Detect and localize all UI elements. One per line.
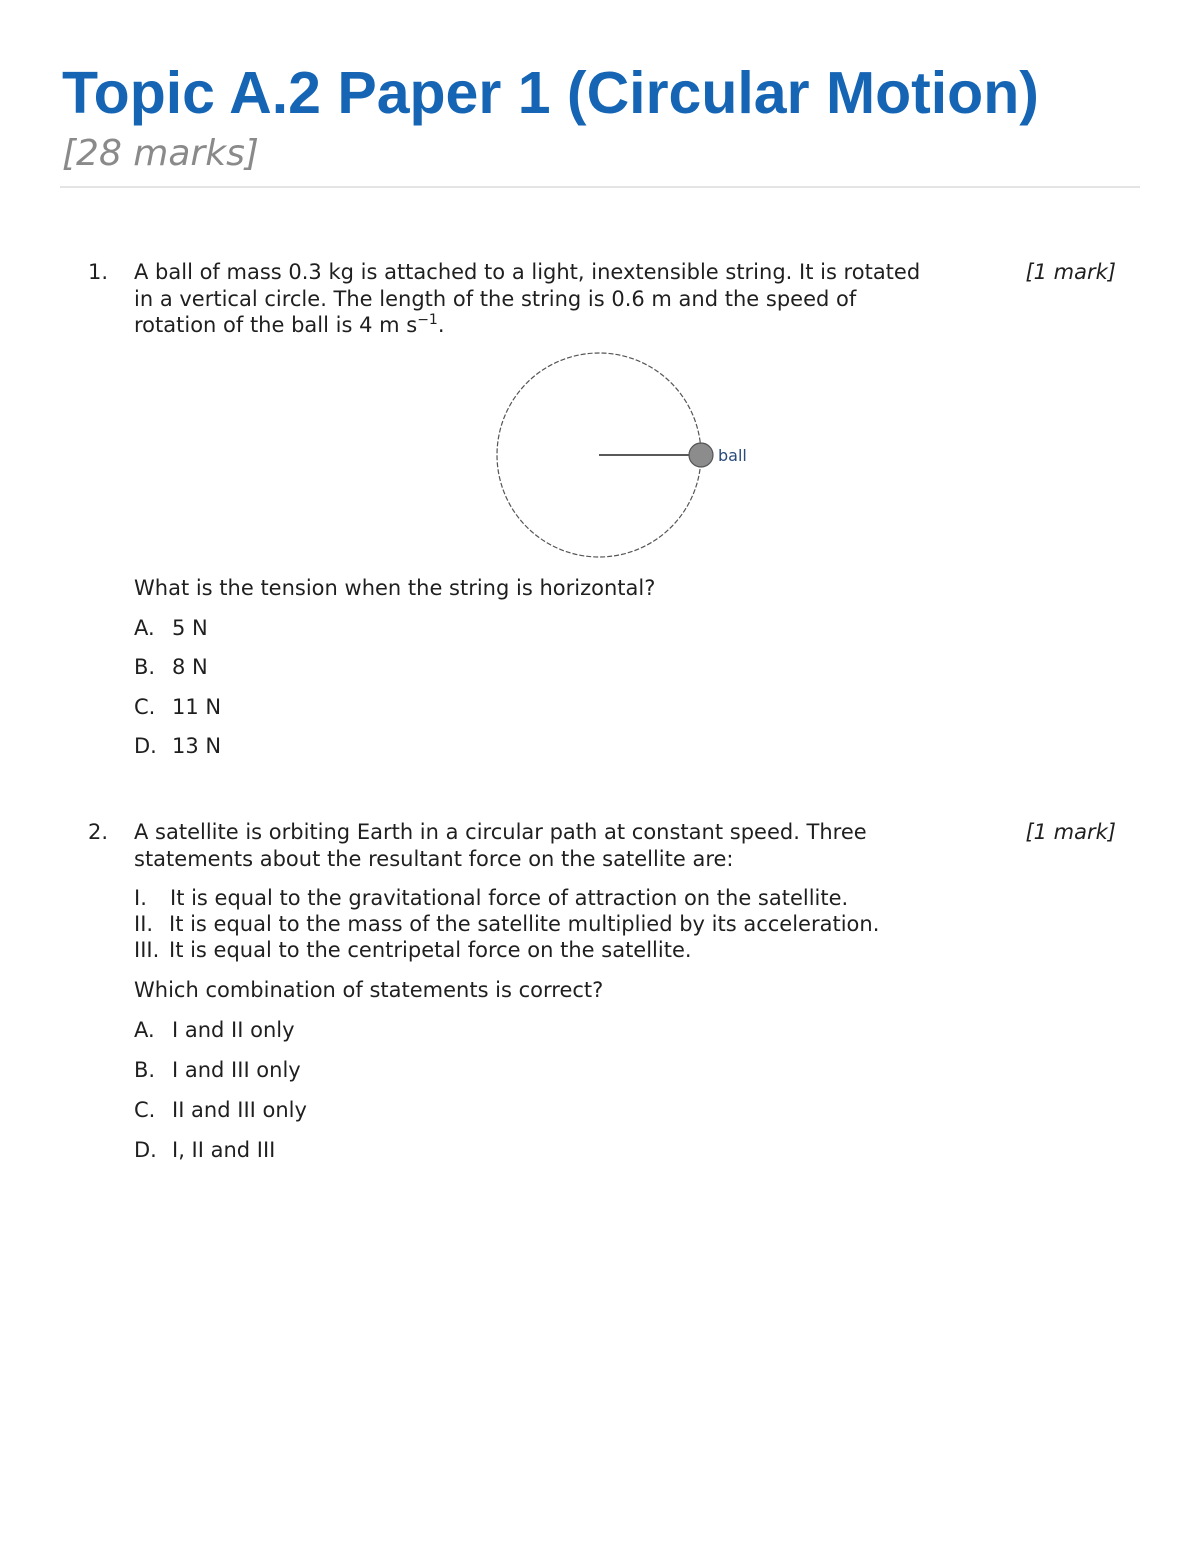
question-prompt: What is the tension when the string is horizontal? bbox=[134, 576, 656, 600]
question-stem-line: in a vertical circle. The length of the string is 0.6 m and the speed of bbox=[134, 287, 857, 311]
statement-text: It is equal to the gravitational force of attraction on the satellite. bbox=[170, 886, 849, 910]
circular-motion-diagram bbox=[480, 345, 780, 565]
option-text: I, II and III bbox=[172, 1138, 276, 1162]
statement-text: It is equal to the mass of the satellite multiplied by its acceleration. bbox=[169, 912, 880, 936]
statement-2 bbox=[134, 911, 879, 937]
unit-exponent: −1 bbox=[417, 312, 438, 328]
option-c[interactable] bbox=[134, 694, 221, 720]
statement-text: It is equal to the centripetal force on the satellite. bbox=[169, 938, 692, 962]
question-stem-line bbox=[134, 312, 445, 338]
question-number: 2. bbox=[88, 820, 109, 844]
option-a[interactable] bbox=[134, 1017, 295, 1043]
option-text: 5 N bbox=[172, 616, 208, 640]
option-letter: B. bbox=[134, 655, 156, 679]
question-stem-line: A satellite is orbiting Earth in a circular path at constant speed. Three bbox=[134, 820, 867, 844]
question-marks: [1 mark] bbox=[1025, 260, 1116, 284]
option-letter: A. bbox=[134, 616, 155, 640]
option-d[interactable] bbox=[134, 1137, 275, 1163]
statement-numeral: III. bbox=[134, 938, 160, 962]
ball-label: ball bbox=[718, 446, 747, 465]
ball-shape bbox=[689, 443, 713, 467]
question-stem-line: statements about the resultant force on the satellite are: bbox=[134, 847, 734, 871]
option-text: I and II only bbox=[172, 1018, 295, 1042]
stem-text: rotation of the ball is 4 m s bbox=[134, 313, 418, 337]
option-text: I and III only bbox=[172, 1058, 301, 1082]
option-letter: C. bbox=[134, 695, 156, 719]
header-divider bbox=[60, 186, 1140, 188]
option-a[interactable] bbox=[134, 615, 208, 641]
option-letter: D. bbox=[134, 734, 157, 758]
page-title: Topic A.2 Paper 1 (Circular Motion) bbox=[62, 60, 1039, 126]
statement-3 bbox=[134, 937, 692, 963]
option-b[interactable] bbox=[134, 654, 208, 680]
option-letter: C. bbox=[134, 1098, 156, 1122]
option-letter: A. bbox=[134, 1018, 155, 1042]
option-d[interactable] bbox=[134, 733, 221, 759]
option-text: 8 N bbox=[172, 655, 208, 679]
option-c[interactable] bbox=[134, 1097, 307, 1123]
question-stem-line: A ball of mass 0.3 kg is attached to a light, inextensible string. It is rotated bbox=[134, 260, 921, 284]
statement-1 bbox=[134, 885, 848, 911]
question-prompt: Which combination of statements is correct? bbox=[134, 978, 604, 1002]
option-letter: B. bbox=[134, 1058, 156, 1082]
option-text: 13 N bbox=[172, 734, 222, 758]
stem-end: . bbox=[437, 313, 445, 337]
option-b[interactable] bbox=[134, 1057, 301, 1083]
question-number: 1. bbox=[88, 260, 109, 284]
statement-numeral: I. bbox=[134, 886, 147, 910]
option-text: II and III only bbox=[172, 1098, 307, 1122]
total-marks: [28 marks] bbox=[62, 133, 259, 174]
statement-numeral: II. bbox=[134, 912, 154, 936]
option-letter: D. bbox=[134, 1138, 157, 1162]
question-marks: [1 mark] bbox=[1025, 820, 1116, 844]
option-text: 11 N bbox=[172, 695, 222, 719]
